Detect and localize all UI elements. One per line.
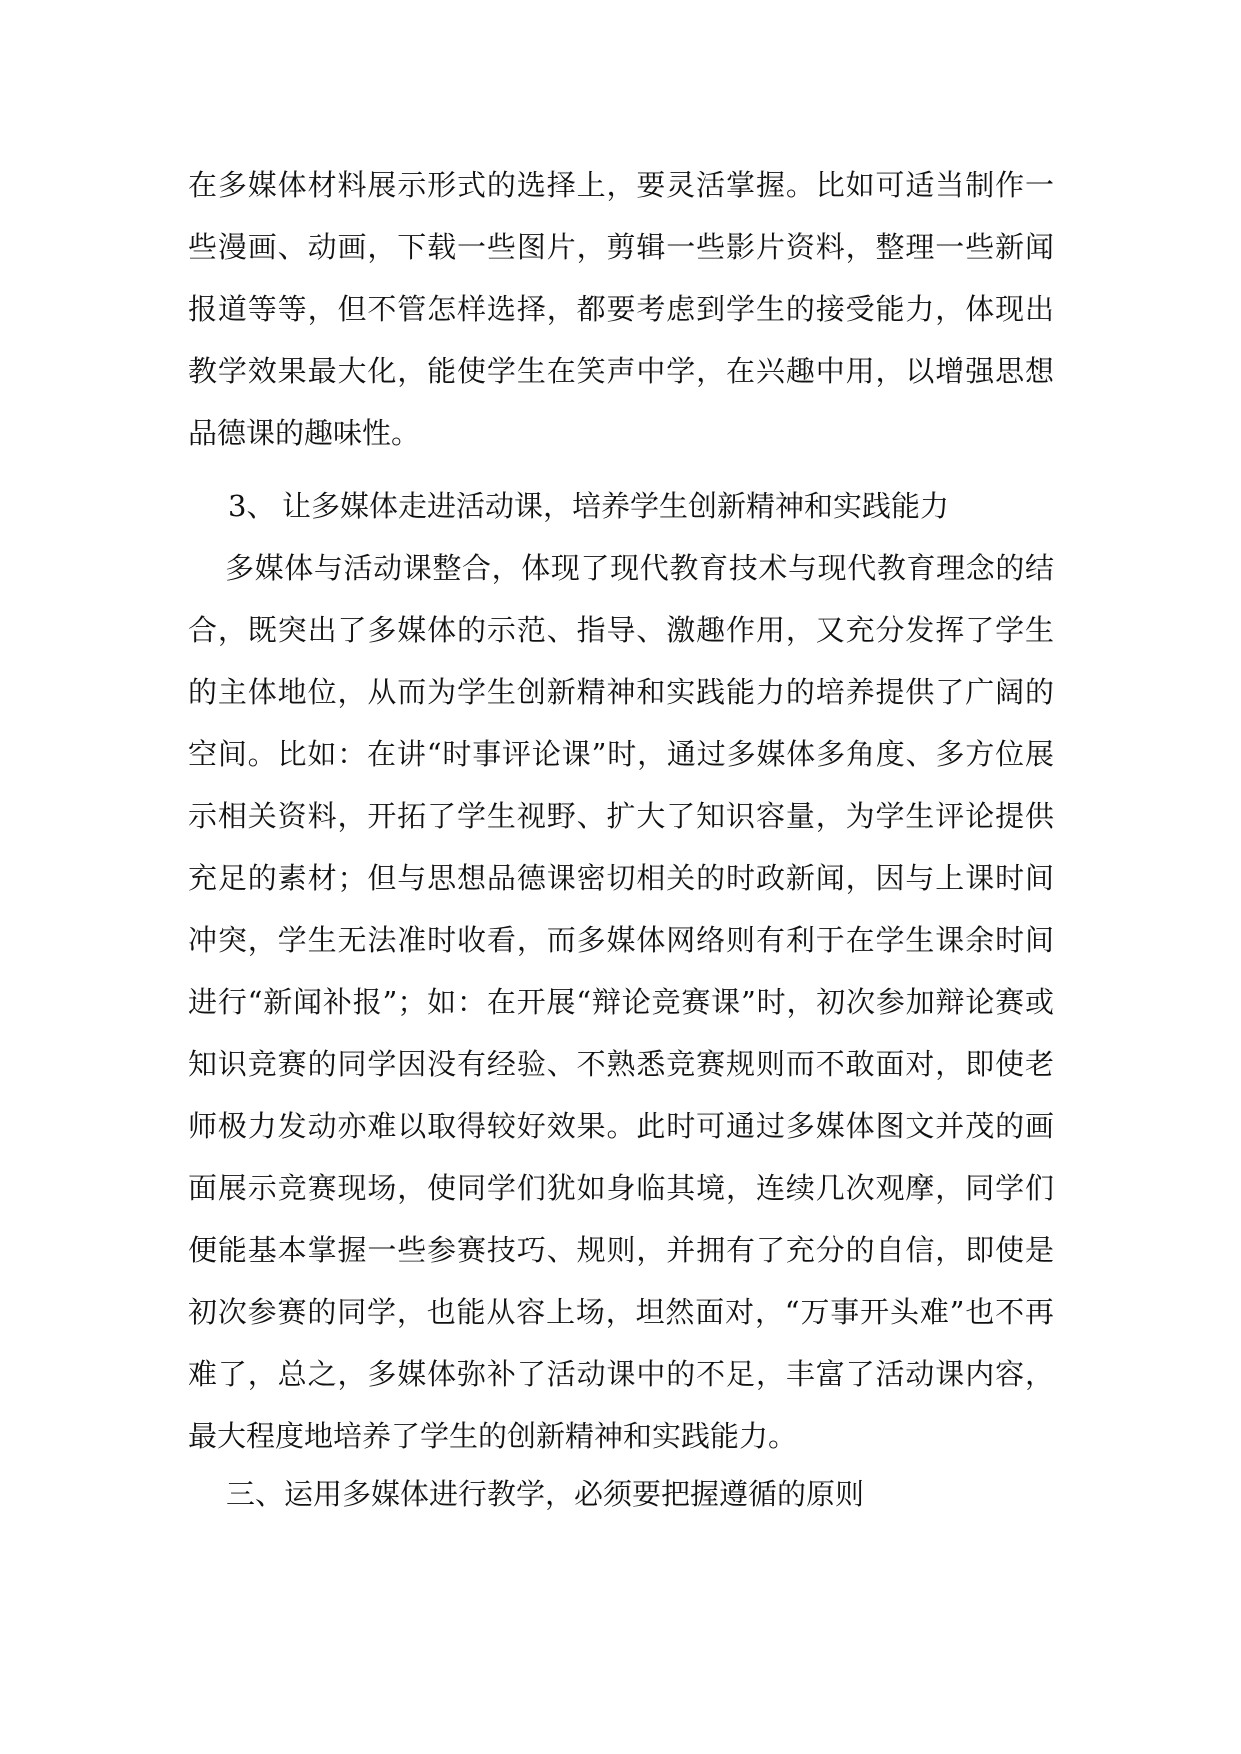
paragraph-multimedia-activity-class: 多媒体与活动课整合，体现了现代教育技术与现代教育理念的结合，既突出了多媒体的示范、指导、激趣作用，又充分发挥了学生的主体地位，从而为学生创新精神和实践能力的培养提供了广阔的空间。比如：在讲“时事评论课”时，通过多媒体多角度、多方位展示相关资料，开拓了学生视野、扩大了知识容量，为学生评论提供充足的素材；但与思想品德课密切相关的时政新闻，因与上课时间冲突，学生无法准时收看，而多媒体网络则有利于在学生课余时间进行“新闻补报”；如：在开展“辩论竞赛课”时，初次参加辩论赛或知识竞赛的同学因没有经验、不熟悉竞赛规则而不敢面对，即使老师极力发动亦难以取得较好效果。此时可通过多媒体图文并茂的画面展示竞赛现场，使同学们犹如身临其境，连续几次观摩，同学们便能基本掌握一些参赛技巧、规则，并拥有了充分的自信，即使是初次参赛的同学，也能从容上场，坦然面对，“万事开头难”也不再难了，总之，多媒体弥补了活动课中的不足，丰富了活动课内容，最大程度地培养了学生的创新精神和实践能力。 bbox=[188, 551, 1054, 1453]
subheading-number: 3、 bbox=[228, 489, 276, 523]
section-heading-principles: 三、运用多媒体进行教学，必须要把握遵循的原则 bbox=[226, 1477, 865, 1511]
subheading-3 bbox=[228, 475, 949, 537]
paragraph-multimedia-material-forms: 在多媒体材料展示形式的选择上，要灵活掌握。比如可适当制作一些漫画、动画，下载一些图片，剪辑一些影片资料，整理一些新闻报道等等，但不管怎样选择，都要考虑到学生的接受能力，体现出教学效果最大化，能使学生在笑声中学，在兴趣中用，以增强思想品德课的趣味性。 bbox=[188, 168, 1054, 450]
subheading-text: 让多媒体走进活动课，培养学生创新精神和实践能力 bbox=[282, 489, 950, 523]
